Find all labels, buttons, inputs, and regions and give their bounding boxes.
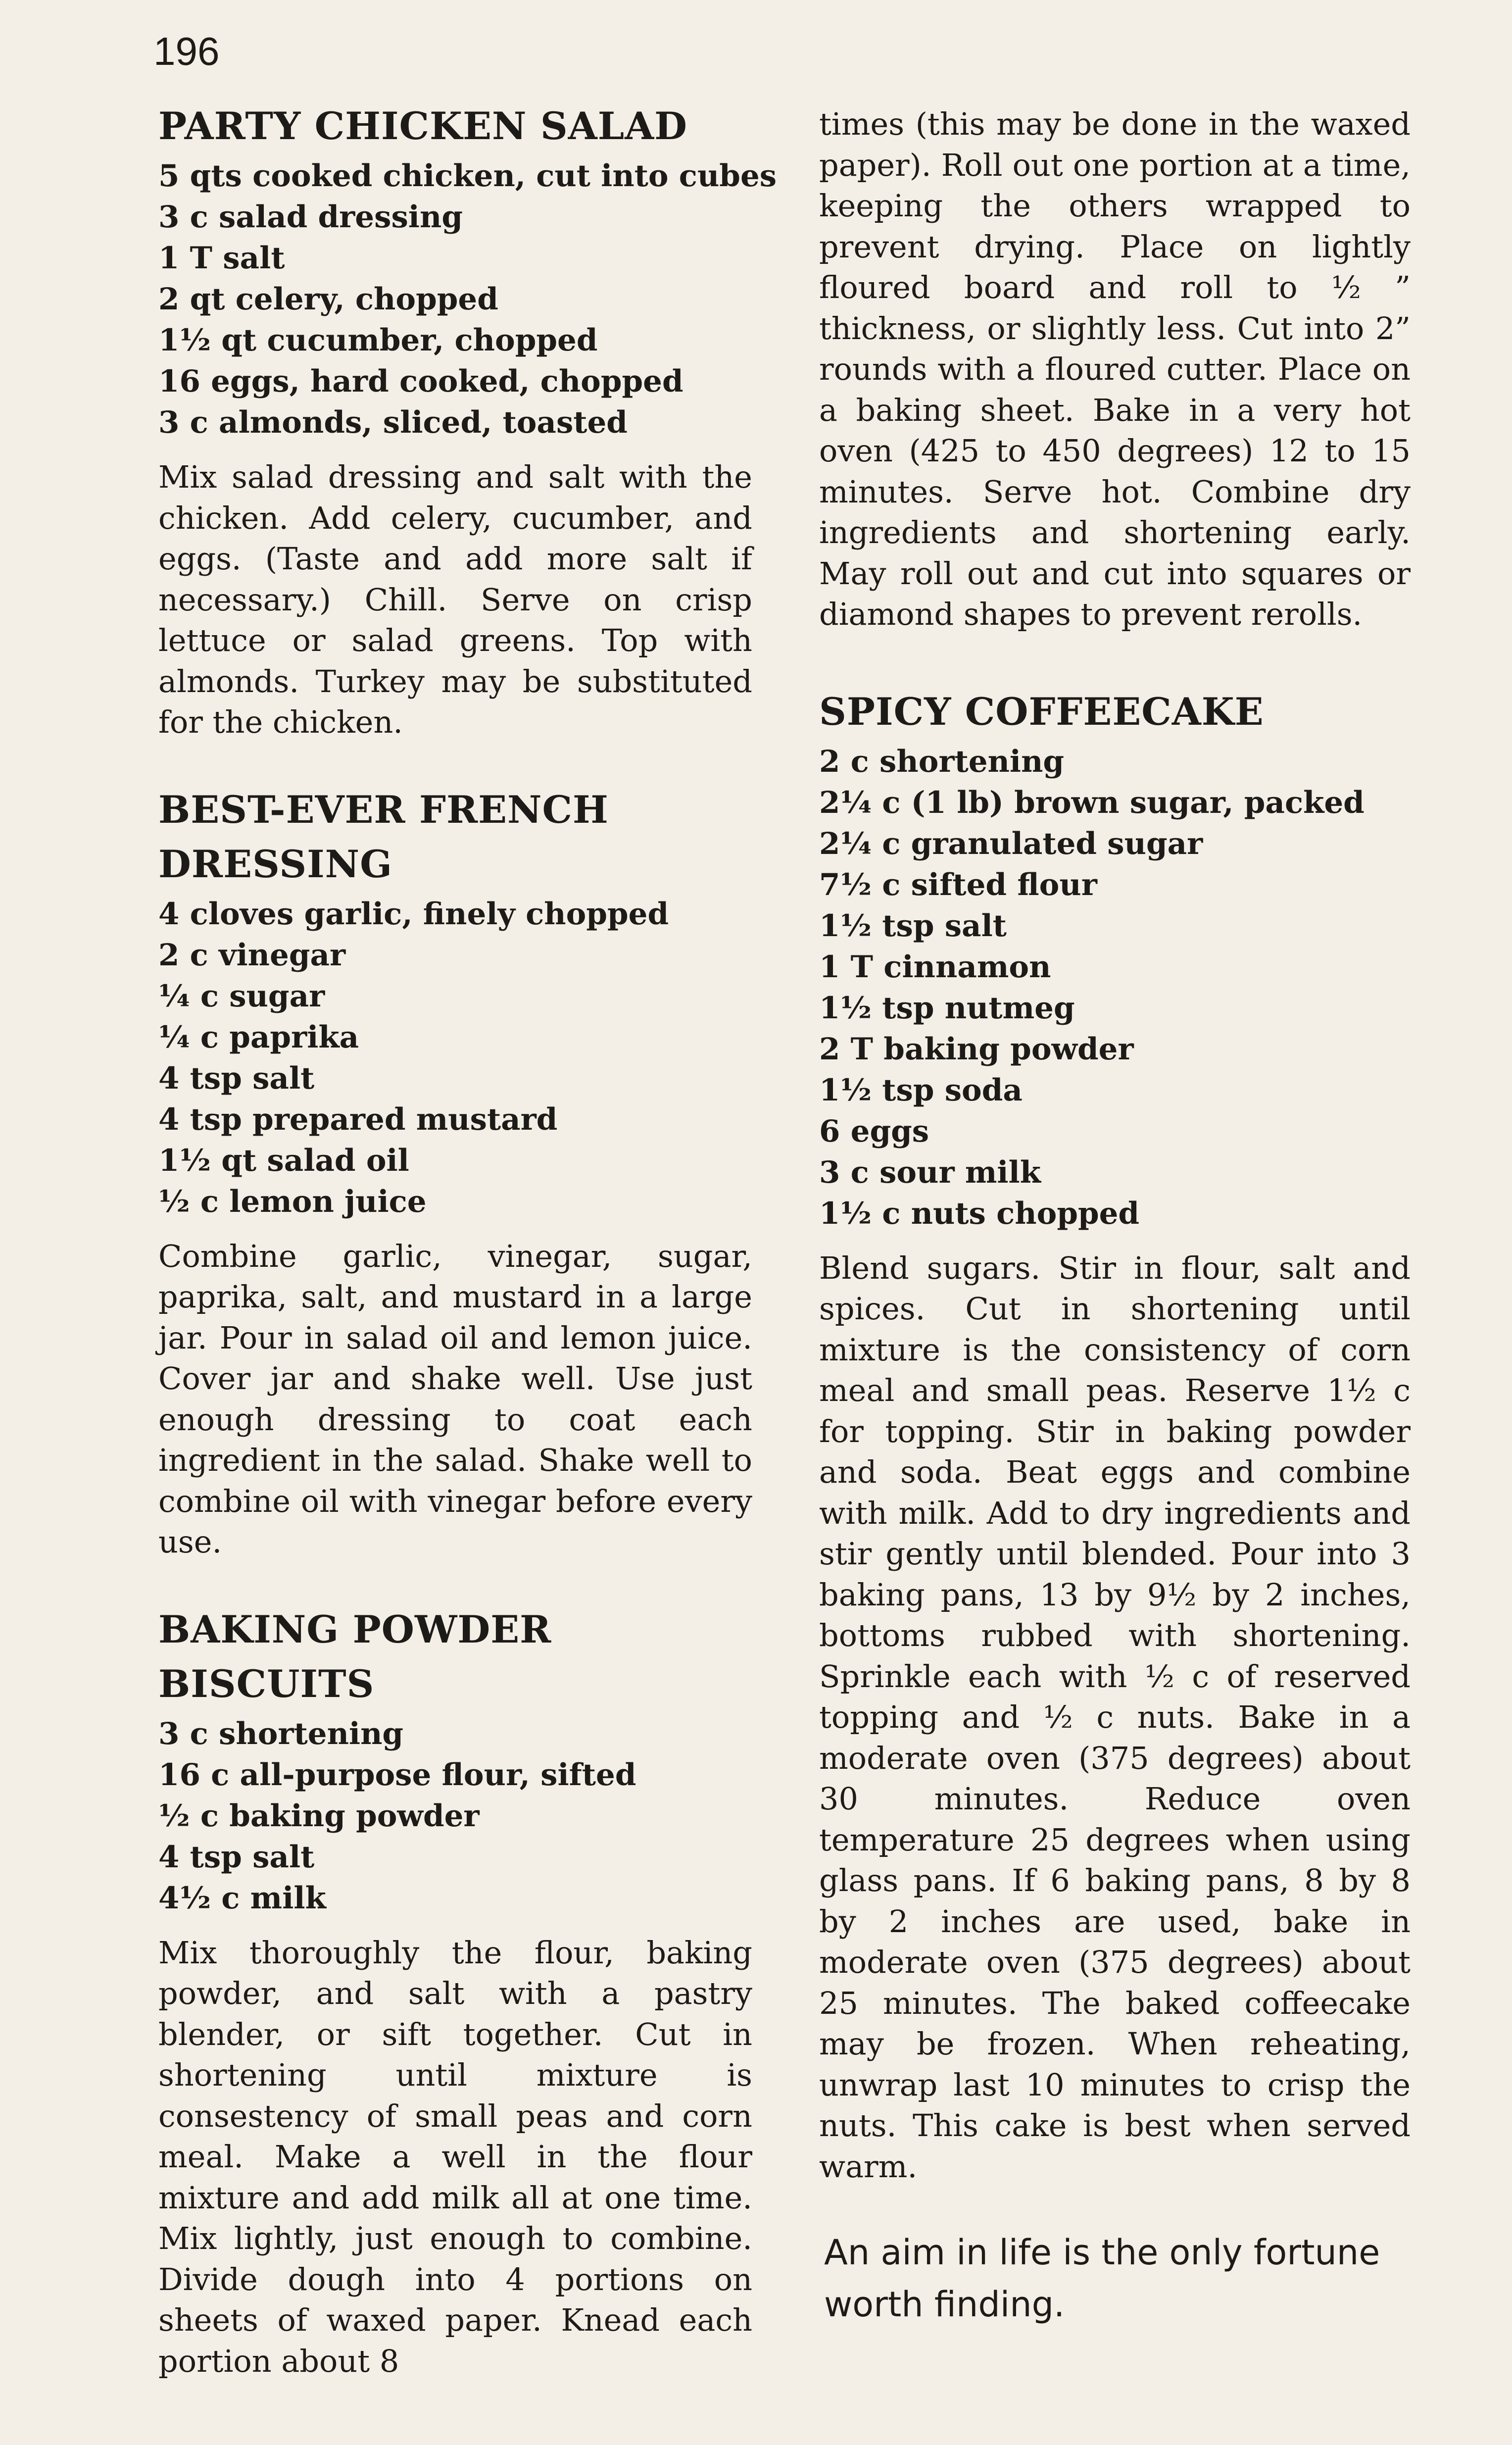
ingredient: ½ c lemon juice xyxy=(158,1184,427,1219)
ingredient: 16 eggs, hard cooked, chopped xyxy=(158,364,683,399)
ingredient: 3 c almonds, sliced, toasted xyxy=(158,405,628,440)
recipe-title: BAKING POWDER BISCUITS xyxy=(158,1607,552,1706)
recipe-party-chicken-salad xyxy=(158,99,777,743)
ingredient: 1½ tsp salt xyxy=(819,908,1007,944)
recipe-french-dressing xyxy=(158,783,752,1563)
ingredient: 2 c shortening xyxy=(819,744,1065,779)
ingredient: 1½ qt salad oil xyxy=(158,1143,409,1178)
ingredient: 1½ tsp nutmeg xyxy=(819,990,1075,1026)
ingredient: 1 T salt xyxy=(158,241,285,276)
ingredient-list xyxy=(158,894,752,1222)
ingredient: 4 cloves garlic, finely chopped xyxy=(158,896,669,932)
recipe-instructions: Mix salad dressing and salt with the chicken. Add celery, cucumber, and eggs. (Taste and add more salt if necessary.) Chill. Serve on crisp lettuce or salad greens. Top with almonds. Turkey may be substituted for the chicken. xyxy=(158,459,752,740)
ingredient: 1½ qt cucumber, chopped xyxy=(158,323,598,358)
recipe-spicy-coffeecake xyxy=(819,685,1411,2188)
page-number: 196 xyxy=(153,29,220,73)
ingredient: 5 qts cooked chicken, cut into cubes xyxy=(158,158,777,194)
ingredient: 3 c salad dressing xyxy=(158,200,463,235)
ingredient: 3 c sour milk xyxy=(819,1154,1041,1190)
ingredient: 2 qt celery, chopped xyxy=(158,282,498,317)
ingredient: 1½ c nuts chopped xyxy=(819,1196,1140,1231)
ingredient: 2 c vinegar xyxy=(158,937,346,973)
right-column xyxy=(819,99,1411,2331)
left-column xyxy=(158,99,777,2421)
recipe-instructions: Blend sugars. Stir in flour, salt and spices. Cut in shortening until mixture is the consistency of corn meal and small peas. Reserve 1½ c for topping. Stir in baking powder and soda. Beat eggs and combine with milk. Add to dry ingredients and stir gently until blended. Pour into 3 baking pans, 13 by 9½ by 2 inches, bottoms rubbed with shortening. Sprinkle each with ½ c of reserved topping and ½ c nuts. Bake in a moderate oven (375 degrees) about 30 minutes. Reduce oven temperature 25 degrees when using glass pans. If 6 baking pans, 8 by 8 by 2 inches are used, bake in moderate oven (375 degrees) about 25 minutes. The baked coffeecake may be frozen. When reheating, unwrap last 10 minutes to crisp the nuts. This cake is best when served warm. xyxy=(819,1249,1411,2185)
recipe-title: BEST-EVER FRENCH DRESSING xyxy=(158,787,609,886)
ingredient: ½ c baking powder xyxy=(158,1798,480,1834)
ingredient: 2¼ c granulated sugar xyxy=(819,826,1203,861)
ingredient-list xyxy=(158,155,777,443)
filler-quote: An aim in life is the only fortune worth finding. xyxy=(824,2232,1380,2325)
ingredient: 6 eggs xyxy=(819,1113,929,1149)
recipe-instructions: Combine garlic, vinegar, sugar, paprika, salt, and mustard in a large jar. Pour in salad oil and lemon juice. Cover jar and shake well. Use just enough dressing to coat each ingredient in the salad. Shake well to combine oil with vinegar before every use. xyxy=(158,1238,752,1560)
ingredient: 3 c shortening xyxy=(158,1716,404,1751)
ingredient: 4 tsp prepared mustard xyxy=(158,1101,558,1137)
recipe-instructions-continued: times (this may be done in the waxed paper). Roll out one portion at a time, keeping the others wrapped to prevent drying. Place on lightly floured board and roll to ½ ” thickness, or slightly less. Cut into 2” rounds with a floured cutter. Place on a baking sheet. Bake in a very hot oven (425 to 450 degrees) 12 to 15 minutes. Serve hot. Combine dry ingredients and shortening early. May roll out and cut into squares or diamond shapes to prevent rerolls. xyxy=(819,106,1411,632)
ingredient: 4 tsp salt xyxy=(158,1839,315,1875)
ingredient: 4½ c milk xyxy=(158,1880,326,1916)
ingredient: 1½ tsp soda xyxy=(819,1072,1023,1108)
ingredient: ¼ c paprika xyxy=(158,1019,359,1055)
ingredient: ¼ c sugar xyxy=(158,978,325,1014)
ingredient: 1 T cinnamon xyxy=(819,949,1051,985)
ingredient: 16 c all-purpose flour, sifted xyxy=(158,1757,636,1793)
recipe-title: SPICY COFFEECAKE xyxy=(819,689,1264,734)
ingredient: 2¼ c (1 lb) brown sugar, packed xyxy=(819,785,1365,820)
recipe-baking-powder-biscuits xyxy=(158,1602,752,2382)
ingredient: 7½ c sifted flour xyxy=(819,867,1097,902)
ingredient: 4 tsp salt xyxy=(158,1060,315,1096)
ingredient: 2 T baking powder xyxy=(819,1031,1134,1067)
recipe-title: PARTY CHICKEN SALAD xyxy=(158,104,688,148)
recipe-instructions: Mix thoroughly the flour, baking powder, and salt with a pastry blender, or sift together. Cut in shortening until mixture is consestency of small peas and corn meal. Make a well in the flour mixture and add milk all at one time. Mix lightly, just enough to combine. Divide dough into 4 portions on sheets of waxed paper. Knead each portion about 8 xyxy=(158,1934,752,2379)
ingredient-list xyxy=(819,741,1411,1234)
ingredient-list xyxy=(158,1713,752,1919)
